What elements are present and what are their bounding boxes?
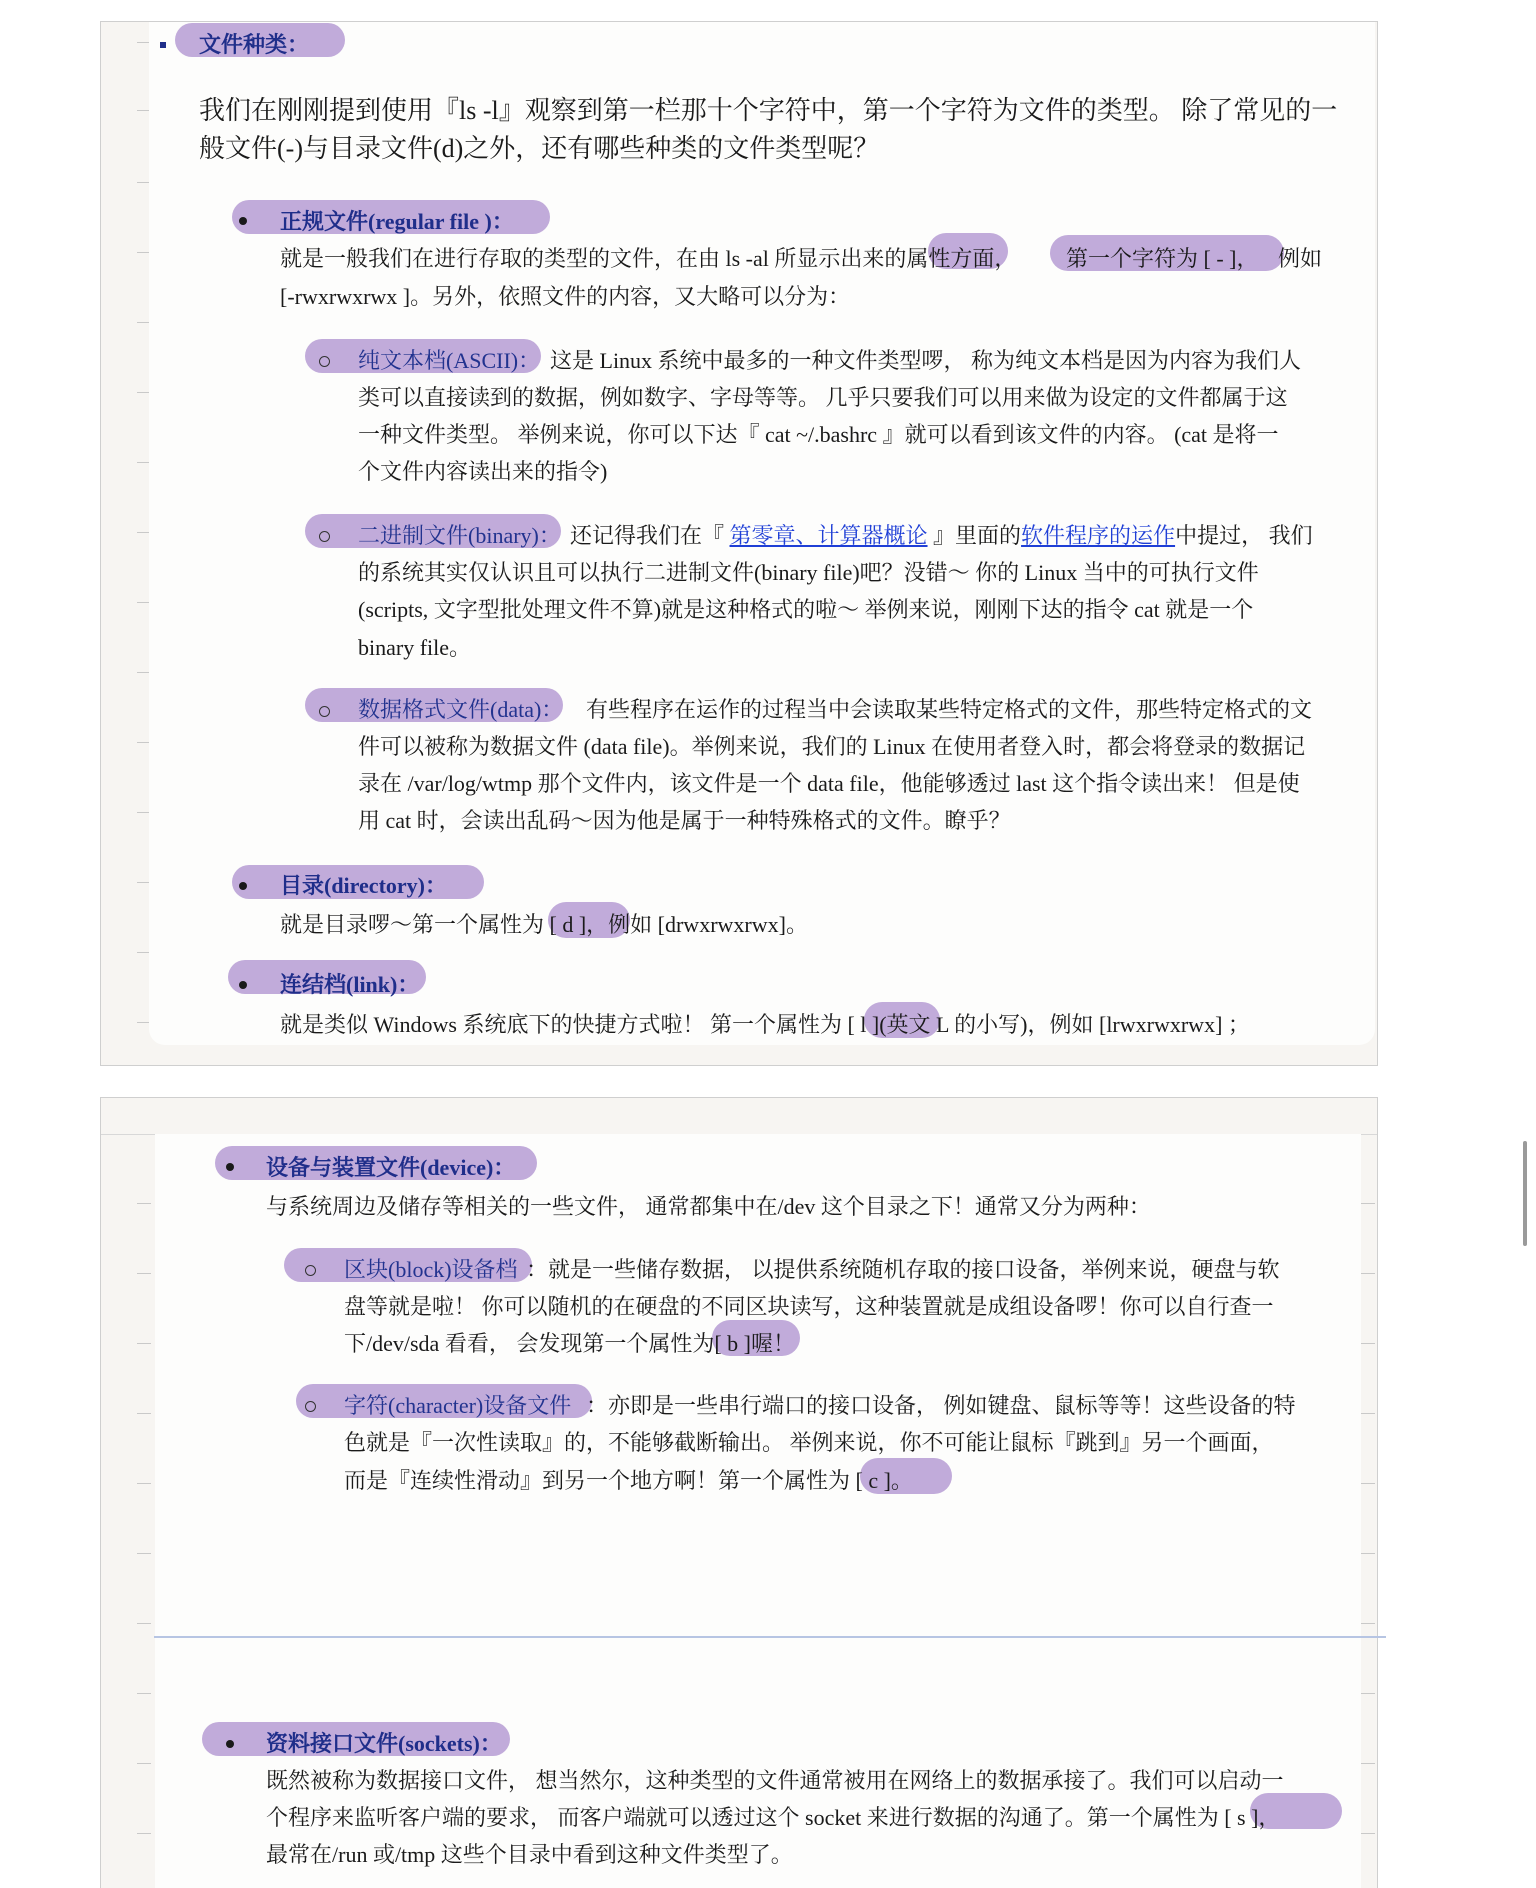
bullet-icon <box>239 217 247 225</box>
binary-line-1-text: 中提过， 我们 <box>1175 523 1313 548</box>
block-line-2: 盘等就是啦！ 你可以随机的在硬盘的不同区块读写，这种装置就是成组设备啰！你可以自行查一 <box>344 1294 1274 1319</box>
block-line-3: 下/dev/sda 看看， 会发现第一个属性为[ b ]喔！ <box>344 1331 795 1356</box>
intro-line-1: 我们在刚刚提到使用『ls -l』观察到第一栏那十个字符中，第一个字符为文件的类型。 除了常见的一 <box>199 96 1338 125</box>
regular-heading: 正规文件(regular file )： <box>280 209 514 234</box>
ascii-line-4: 个文件内容读出来的指令) <box>358 459 608 484</box>
right-ruler <box>1361 1098 1375 1888</box>
chapter-zero-link[interactable]: 第零章、计算器概论 <box>729 523 928 548</box>
regular-line-1b: 第一个字符为 [ - ]， <box>1066 246 1259 271</box>
circle-bullet-icon <box>319 531 330 542</box>
binary-line-4: binary file。 <box>358 635 472 660</box>
bullet-icon <box>239 981 247 989</box>
device-line-1: 与系统周边及储存等相关的一些文件， 通常都集中在/dev 这个目录之下！通常又分为两种： <box>266 1194 1151 1219</box>
section-divider <box>154 1636 1386 1638</box>
square-bullet-icon <box>160 42 166 48</box>
binary-line-1 <box>570 519 1313 550</box>
sockets-line-3: 最常在/run 或/tmp 这些个目录中看到这种文件类型了。 <box>266 1842 793 1867</box>
ascii-line-3: 一种文件类型。 举例来说，你可以下达『 cat ~/.bashrc 』就可以看到该文件的内容。 (cat 是将一 <box>358 422 1279 447</box>
section-title: 文件种类： <box>199 32 310 57</box>
regular-line-2: [-rwxrwxrwx ]。另外，依照文件的内容，又大略可以分为： <box>280 284 851 309</box>
regular-line-1a: 就是一般我们在进行存取的类型的文件，在由 ls -al 所显示出来的属性方面， <box>280 246 1017 271</box>
character-line-3: 而是『连续性滑动』到另一个地方啊！第一个属性为 [ c ]。 <box>344 1468 913 1493</box>
data-line-4: 用 cat 时，会读出乱码～因为他是属于一种特殊格式的文件。瞭乎？ <box>358 808 1011 833</box>
block-label: 区块(block)设备档 <box>344 1257 518 1282</box>
binary-line-1-text: 』里面的 <box>927 523 1022 548</box>
regular-line-1c: 例如 <box>1278 246 1323 271</box>
character-line-1: ：亦即是一些串行端口的接口设备， 例如键盘、鼠标等等！这些设备的特 <box>586 1393 1296 1418</box>
data-line-2: 件可以被称为数据文件 (data file)。举例来说，我们的 Linux 在使用者登入时，都会将登录的数据记 <box>358 734 1306 759</box>
bullet-icon <box>239 882 247 890</box>
character-label: 字符(character)设备文件 <box>344 1393 572 1418</box>
ascii-line-1: 这是 Linux 系统中最多的一种文件类型啰， 称为纯文本档是因为内容为我们人 <box>550 348 1302 373</box>
circle-bullet-icon <box>305 1401 316 1412</box>
ascii-label: 纯文本档(ASCII)： <box>358 348 541 373</box>
sockets-line-1: 既然被称为数据接口文件， 想当然尔，这种类型的文件通常被用在网络上的数据承接了。我们可以启动一 <box>266 1768 1284 1793</box>
ascii-line-2: 类可以直接读到的数据，例如数字、字母等等。 几乎只要我们可以用来做为设定的文件都属于这 <box>358 385 1288 410</box>
sockets-line-2: 个程序来监听客户端的要求， 而客户端就可以透过这个 socket 来进行数据的沟通了。第一个属性为 [ s ]， <box>266 1805 1281 1830</box>
circle-bullet-icon <box>305 1265 316 1276</box>
binary-line-1-text: 还记得我们在『 <box>570 523 730 548</box>
directory-heading: 目录(directory)： <box>280 873 447 898</box>
directory-line-1: 就是目录啰～第一个属性为 [ d ]，例如 [drwxrwxrwx]。 <box>280 912 808 937</box>
binary-line-2: 的系统其实仅认识且可以执行二进制文件(binary file)吧？没错～ 你的 Linux 当中的可执行文件 <box>358 560 1259 585</box>
bullet-icon <box>226 1163 234 1171</box>
data-line-3: 录在 /var/log/wtmp 那个文件内，该文件是一个 data file，他能够透过 last 这个指令读出来！ 但是使 <box>358 771 1300 796</box>
left-ruler <box>137 1098 151 1888</box>
binary-line-3: (scripts, 文字型批处理文件不算)就是这种格式的啦～ 举例来说，刚刚下达的指令 cat 就是一个 <box>358 597 1254 622</box>
data-line-1: 有些程序在运作的过程当中会读取某些特定格式的文件，那些特定格式的文 <box>586 697 1313 722</box>
data-label: 数据格式文件(data)： <box>358 697 564 722</box>
link-heading: 连结档(link)： <box>280 972 420 997</box>
circle-bullet-icon <box>319 356 330 367</box>
intro-line-2: 般文件(-)与目录文件(d)之外，还有哪些种类的文件类型呢？ <box>199 134 880 163</box>
binary-label: 二进制文件(binary)： <box>358 523 561 548</box>
device-heading: 设备与装置文件(device)： <box>266 1155 516 1180</box>
software-program-link[interactable]: 软件程序的运作 <box>1021 523 1176 548</box>
character-line-2: 色就是『一次性读取』的，不能够截断输出。 举例来说，你不可能让鼠标『跳到』另一个画面， <box>344 1430 1274 1455</box>
bullet-icon <box>226 1740 234 1748</box>
sockets-heading: 资料接口文件(sockets)： <box>266 1731 502 1756</box>
link-line-1: 就是类似 Windows 系统底下的快捷方式啦！ 第一个属性为 [ l ](英文 L 的小写)，例如 [lrwxrwxrwx] ； <box>280 1012 1250 1037</box>
block-line-1: ：就是一些储存数据， 以提供系统随机存取的接口设备，举例来说，硬盘与软 <box>526 1257 1280 1282</box>
scrollbar[interactable] <box>1523 1141 1527 1246</box>
circle-bullet-icon <box>319 706 330 717</box>
